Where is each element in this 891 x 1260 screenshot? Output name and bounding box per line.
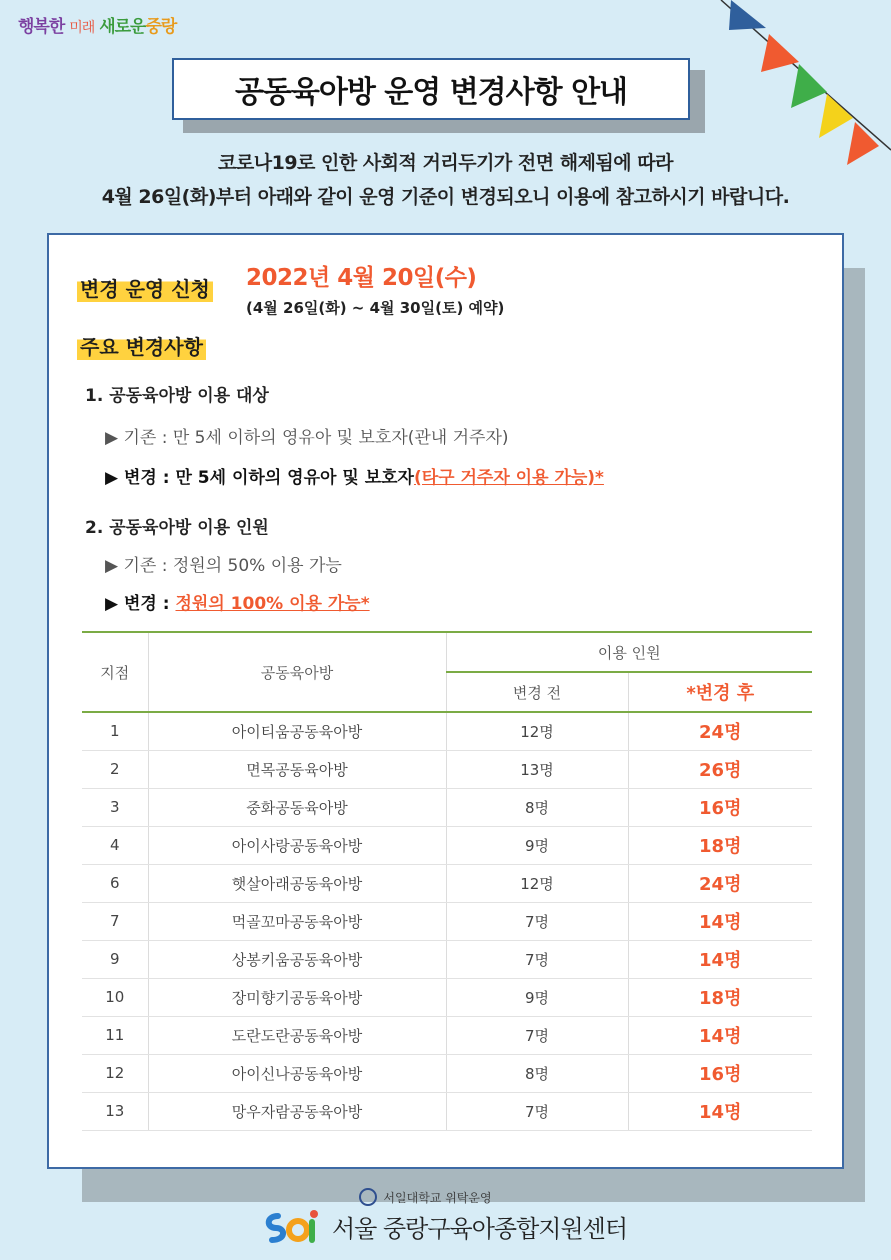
cell-room: 아이신나공동육아방 bbox=[148, 1054, 446, 1092]
operator-line bbox=[0, 1188, 891, 1206]
header-capacity: 이용 인원 bbox=[446, 632, 812, 672]
intro-line-2: 4월 26일(화)부터 아래와 같이 운영 기준이 변경되오니 이용에 참고하시기 바랍니다. bbox=[101, 186, 790, 208]
university-seal-icon bbox=[359, 1188, 377, 1206]
slogan: 행복한 미래 새로운중랑 bbox=[18, 17, 177, 37]
cell-after: 14명 bbox=[628, 1092, 812, 1130]
section-2-before: ▶ 기존 : 정원의 50% 이용 가능 bbox=[105, 556, 342, 576]
header-after: *변경 후 bbox=[628, 672, 812, 712]
table-row bbox=[82, 712, 812, 750]
table-row bbox=[82, 826, 812, 864]
cell-before: 13명 bbox=[446, 750, 628, 788]
center-logo-icon bbox=[264, 1208, 324, 1244]
cell-after: 26명 bbox=[628, 750, 812, 788]
center-name: 서울 중랑구육아종합지원센터 bbox=[331, 1214, 628, 1243]
table-row bbox=[82, 1054, 812, 1092]
cell-room: 먹골꼬마공동육아방 bbox=[148, 902, 446, 940]
cell-branch: 3 bbox=[82, 788, 148, 826]
cell-branch: 10 bbox=[82, 978, 148, 1016]
cell-before: 7명 bbox=[446, 1092, 628, 1130]
cell-branch: 13 bbox=[82, 1092, 148, 1130]
cell-branch: 4 bbox=[82, 826, 148, 864]
cell-room: 면목공동육아방 bbox=[148, 750, 446, 788]
table-body bbox=[82, 712, 812, 1130]
page-title: 공동육아방 운영 변경사항 안내 bbox=[234, 75, 628, 110]
table-row bbox=[82, 978, 812, 1016]
cell-after: 14명 bbox=[628, 940, 812, 978]
apply-label: 변경 운영 신청 bbox=[77, 273, 213, 302]
cell-before: 9명 bbox=[446, 978, 628, 1016]
changes-label: 주요 변경사항 bbox=[77, 331, 206, 360]
intro-line-1: 코로나19로 인한 사회적 거리두기가 전면 해제됨에 따라 bbox=[218, 152, 673, 174]
section-2-after: ▶ 변경 : 정원의 100% 이용 가능* bbox=[105, 594, 370, 614]
cell-branch: 12 bbox=[82, 1054, 148, 1092]
table-row bbox=[82, 750, 812, 788]
cell-before: 7명 bbox=[446, 902, 628, 940]
section-1-highlight: (타구 거주자 이용 가능)* bbox=[413, 468, 604, 488]
cell-after: 14명 bbox=[628, 1016, 812, 1054]
cell-after: 24명 bbox=[628, 712, 812, 750]
cell-room: 중화공동육아방 bbox=[148, 788, 446, 826]
cell-after: 18명 bbox=[628, 978, 812, 1016]
section-1-before: ▶ 기존 : 만 5세 이하의 영유아 및 보호자(관내 거주자) bbox=[105, 428, 509, 448]
table-row bbox=[82, 902, 812, 940]
cell-room: 햇살아래공동육아방 bbox=[148, 864, 446, 902]
cell-room: 도란도란공동육아방 bbox=[148, 1016, 446, 1054]
capacity-table bbox=[82, 631, 812, 1131]
table-row bbox=[82, 864, 812, 902]
table-row bbox=[82, 1092, 812, 1130]
cell-room: 장미향기공동육아방 bbox=[148, 978, 446, 1016]
cell-after: 16명 bbox=[628, 788, 812, 826]
cell-before: 12명 bbox=[446, 864, 628, 902]
cell-after: 18명 bbox=[628, 826, 812, 864]
cell-room: 상봉키움공동육아방 bbox=[148, 940, 446, 978]
section-2-highlight: 정원의 100% 이용 가능* bbox=[175, 594, 370, 614]
operator-text: 서일대학교 위탁운영 bbox=[383, 1190, 492, 1205]
intro-text bbox=[0, 146, 891, 214]
cell-room: 아이티움공동육아방 bbox=[148, 712, 446, 750]
notice-card bbox=[47, 233, 844, 1169]
cell-before: 7명 bbox=[446, 1016, 628, 1054]
center-name-line bbox=[0, 1208, 891, 1244]
cell-branch: 9 bbox=[82, 940, 148, 978]
footer bbox=[0, 1188, 891, 1244]
cell-room: 망우자람공동육아방 bbox=[148, 1092, 446, 1130]
cell-before: 12명 bbox=[446, 712, 628, 750]
section-2-heading: 2. 공동육아방 이용 인원 bbox=[85, 518, 269, 538]
cell-branch: 6 bbox=[82, 864, 148, 902]
cell-branch: 7 bbox=[82, 902, 148, 940]
section-1-heading: 1. 공동육아방 이용 대상 bbox=[85, 386, 269, 406]
table-row bbox=[82, 788, 812, 826]
cell-after: 24명 bbox=[628, 864, 812, 902]
cell-before: 7명 bbox=[446, 940, 628, 978]
header-branch: 지점 bbox=[82, 632, 148, 712]
title-box bbox=[172, 58, 690, 120]
apply-period: (4월 26일(화) ~ 4월 30일(토) 예약) bbox=[246, 299, 505, 317]
cell-branch: 2 bbox=[82, 750, 148, 788]
cell-branch: 1 bbox=[82, 712, 148, 750]
apply-date: 2022년 4월 20일(수) bbox=[246, 265, 477, 291]
cell-before: 9명 bbox=[446, 826, 628, 864]
cell-before: 8명 bbox=[446, 788, 628, 826]
cell-branch: 11 bbox=[82, 1016, 148, 1054]
section-1-after: ▶ 변경 : 만 5세 이하의 영유아 및 보호자(타구 거주자 이용 가능)* bbox=[105, 468, 604, 488]
header-before: 변경 전 bbox=[446, 672, 628, 712]
table-row bbox=[82, 1016, 812, 1054]
cell-room: 아이사랑공동육아방 bbox=[148, 826, 446, 864]
cell-before: 8명 bbox=[446, 1054, 628, 1092]
header-room: 공동육아방 bbox=[148, 632, 446, 712]
table-row bbox=[82, 940, 812, 978]
cell-after: 16명 bbox=[628, 1054, 812, 1092]
cell-after: 14명 bbox=[628, 902, 812, 940]
